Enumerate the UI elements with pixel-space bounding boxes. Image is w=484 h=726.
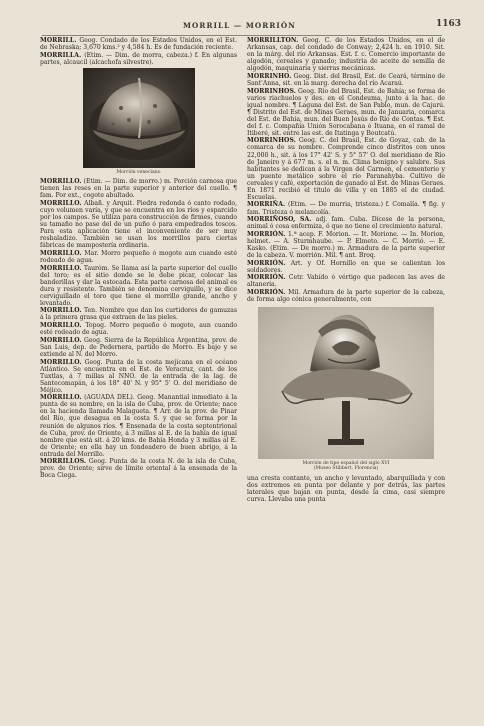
- figure-photo: [258, 307, 434, 459]
- dictionary-entry: [247, 88, 445, 137]
- entry-definition: Tauróm. Se llama así la parte superior del cuello del toro; es el sitio donde se le debe picar, colocar las banderillas y dar la estocada. Esta parte carnosa del animal es dura y resistente. También se denomina cerviguillo, y se dice cerviguillado el toro que tiene el morrillo grande, ancho y levantado.: [40, 264, 237, 307]
- dictionary-entry: [247, 260, 445, 274]
- dictionary-entry: [247, 231, 445, 259]
- figure-venetian-helmet: [40, 68, 237, 175]
- entry-definition: Geog. Punta de la costa N. de la isla de Cuba, prov. de Oriente; sirve de límite oriental á la ensenada de la Boca Ciega.: [40, 458, 237, 480]
- entry-definition: 1.ª acep. F. Morion. — It. Morione. — In. Morion, helmet. — A. Sturmhaube. — P. Elmeto. — C. Morrió. — E. Kasko. (Etim. — De morro.) m. Armadura de la parte superior de la cabeza. V. morrión. Mil. ¶ ant. Broq.: [247, 230, 445, 259]
- entry-definition: Cetr. Vahído ó vértigo que padecen las aves de altanería.: [247, 274, 445, 289]
- entry-headword: MORRILLTON.: [247, 37, 299, 44]
- header-rule: [42, 35, 442, 36]
- dictionary-entry: [247, 37, 445, 72]
- right-column: [247, 37, 445, 720]
- entry-definition: Art. y Of. Hornillo en que se calientan los soldadores.: [247, 259, 445, 274]
- venetian-helmet-illustration: [83, 68, 195, 168]
- entry-headword: MORRILLO.: [40, 358, 82, 366]
- entry-headword: MORRIÑOSO, SA.: [247, 216, 312, 224]
- entry-definition: (AGUADA DEL). Geog. Manantial inmediato á la punta de su nombre, en la isla de Cuba, prov. de Oriente; nace en la hacienda llamada Malagueta. ¶ Arr. de la prov. de Pinar del Río, que desagua en la costa S. y que se forma por la reunión de algunos ríos. ¶ Ensenada de la costa septentrional de Cuba, prov. de Oriente, á 3 millas al E. de la bahía de igual nombre que está sit. á 20 kms. de Bahía Honda y 3 millas al E. de Oriente; en ella hay un fondeadero de buen abrigo, á la entrada del Morrillo.: [40, 394, 237, 458]
- entry-definition: Topog. Morro pequeño ó mogote, aun cuando esté rodeado de agua.: [40, 322, 237, 337]
- dictionary-entry: [247, 216, 445, 230]
- entry-definition: Geog. Dist. del Brasil, Est. de Ceará, término de Sant'Anna, sit. en la marg. derecha del río Acaraú.: [247, 72, 445, 87]
- entry-headword: MORRILLO.: [40, 307, 82, 315]
- dictionary-entry: [40, 394, 237, 457]
- dictionary-entry: [40, 178, 237, 199]
- entry-headword: MORRIÓN.: [247, 274, 286, 282]
- entry-headword: MORRILLO.: [40, 322, 82, 330]
- dictionary-entry: [40, 200, 237, 249]
- entry-definition: una cresta contante, un ancho y levantado, abarquillada y con dos extremos en punta por delante y por detrás, las partes laterales que bajan en punta, desde la cima, casi siempre curva. Llevaba una punta: [247, 474, 445, 504]
- entry-headword: MORRILLO.: [40, 264, 82, 272]
- entry-headword: MORRIÓN.: [247, 288, 286, 296]
- dictionary-entry: [40, 322, 237, 336]
- dictionary-entry: [247, 289, 445, 303]
- spanish-helmet-illustration: [258, 307, 434, 459]
- entry-headword: MORRIÓN.: [247, 259, 286, 267]
- entry-definition: Geog. C. del Brasil, Est. de Goyaz, cab. de la comarca de su nombre. Comprende cinco distritos con unos 22,000 h., sit. á los 17° 42' S. y 5° 57' O. del meridiano de Río de Janeiro y á 677 m. s. el n. m. Clima benigno y salubre. Sus habitantes se dedican á la Virgen del Carmen, el cementerio y un puente metálico sobre el río Paranahyba. Cultivo de cereales y café, exportación de ganado al Est. de Minas Geraes. En 1871 recibió el título de villa y en 1885 el de ciudad. Escuelas.: [247, 137, 445, 201]
- entry-headword: MORRILL.: [40, 37, 77, 44]
- page-header: [0, 19, 484, 34]
- dictionary-entry: [40, 37, 237, 51]
- entry-definition: Mil. Armadura de la parte superior de la cabeza, de forma algo cónica generalmente, con: [247, 288, 445, 304]
- dictionary-entry: [40, 265, 237, 307]
- entry-definition: Mar. Morro pequeño ó mogote aun cuando esté rodeado de agua.: [40, 249, 237, 264]
- entry-headword: MORRILLO.: [40, 394, 82, 402]
- entry-definition: (Etim. — Dim. de morro.) m. Porción carnosa que tienen las reses en la parte superior y anterior del cuello. ¶ fam. Por ext., cogote abultado.: [40, 178, 237, 200]
- entry-definition: Geog. Sierra de la República Argentina, prov. de San Luis, dep. de Pedernera, partido de Morro. Es bajo y se extiende al N. del Morro.: [40, 336, 237, 358]
- entry-headword: MORRILLOS.: [40, 458, 87, 466]
- figure-caption: Morrión veneciano: [116, 169, 161, 175]
- figure-photo: [83, 68, 195, 168]
- entry-headword: MORRILLO.: [40, 249, 82, 257]
- figure-spanish-helmet: [247, 307, 445, 472]
- dictionary-entry: [247, 475, 445, 503]
- entry-headword: MORRIÓN.: [247, 230, 286, 238]
- entry-definition: Geog. Punta de la costa mejicana en el océano Atlántico. Se encuentra en el Est. de Veracruz, cant. de los Tuxtlas, á 7 millas al NNO. de la entrada de la lag. de Santecomapán, á los 18° 40' N. y 95° 5' O. del meridiano de Méjico.: [40, 358, 237, 394]
- entry-definition: Geog. C. de los Estados Unidos, en el de Arkansas, cap. del condado de Conway; 2,424 h. en 1910. Sit. en la márg. del río Arkansas. Est. f. c. Comercio importante de algodón, cereales y ganado; industria de aceite de semilla de algodón, maquinaria y sierras mecánicas.: [247, 37, 445, 73]
- figure-caption: Morrión de tipo español del siglo XVI (Museo Stibbert, Florencia): [302, 461, 390, 472]
- entry-headword: MORRILLA.: [40, 51, 82, 59]
- dictionary-entry: [40, 458, 237, 479]
- dictionary-entry: [40, 52, 237, 66]
- page-number: 1163: [436, 19, 462, 29]
- dictionary-entry: [247, 137, 445, 200]
- entry-definition: Geog. Condado de los Estados Unidos, en el Est. de Nebraska; 3,670 kms.² y 4,584 h. Es de fundación reciente.: [40, 37, 237, 52]
- entry-headword: MORRIÑA.: [247, 201, 286, 209]
- entry-definition: (Etim. — De murria, tristeza.) f. Comalía. ¶ fig. y fam. Tristeza ó melancolía.: [247, 201, 445, 216]
- entry-definition: adj. fam. Cuba. Dícese de la persona, animal ó cosa enfermiza, ó que no tiene el crecimiento natural.: [247, 216, 445, 231]
- dictionary-entry: [40, 250, 237, 264]
- entry-headword: MORRILLO.: [40, 178, 82, 186]
- entry-headword: MORRINHOS.: [247, 87, 296, 95]
- entry-headword: MORRILLO.: [40, 199, 82, 207]
- entry-definition: Ten. Nombre que dan los curtidores de gamuzas á la primera grasa que extraen de las pieles.: [40, 307, 237, 322]
- entry-headword: MORRINHOS.: [247, 137, 296, 145]
- entry-headword: MORRINHO.: [247, 72, 292, 80]
- entry-headword: MORRILLO.: [40, 336, 82, 344]
- dictionary-entry: [247, 73, 445, 87]
- dictionary-entry: [40, 337, 237, 358]
- dictionary-entry: [247, 274, 445, 288]
- entry-definition: Albañ. y Arquit. Piedra redonda ó canto rodado, cuyo volumen varía, y que se encuentra en los ríos y esparcido por los campos. Se utiliza para construcción de firmes, cuando su tamaño no pase del de un puño ó para empedrados toscos. Para esta aplicación tiene el inconveniente de ser muy resbaladizo. También se usan los morrillos para ciertas fábricas de mampostería ordinaria.: [40, 199, 237, 250]
- dictionary-entry: [40, 307, 237, 321]
- entry-definition: Geog. Río del Brasil, Est. de Bahía; se forma de varios riachuelos y des. en el Condeuma, junto á la hac. de igual nombre. ¶ Laguna del Est. de San Pablo, mun. de Cajurú. ¶ Distrito del Est. de Minas Geraes, mun. de Januaria, comarca del Est. de Bahía, mun. del Buen Jesús do Río de Contas. ¶ Est. del f. c. Compañía Unión Sorocabana é Ituana, en el ramal de Itiberé, sit. entre las est. de Itatinga y Boutcatú.: [247, 87, 445, 137]
- entry-definition: (Etim. — Dim. de morra, cabeza.) f. En algunas partes, alcaucil (alcachofa silvestre).: [40, 51, 237, 66]
- dictionary-entry: [247, 201, 445, 215]
- dictionary-entry: [40, 359, 237, 394]
- running-title: MORRILL — MORRIÓN: [183, 21, 296, 30]
- left-column: [40, 37, 237, 720]
